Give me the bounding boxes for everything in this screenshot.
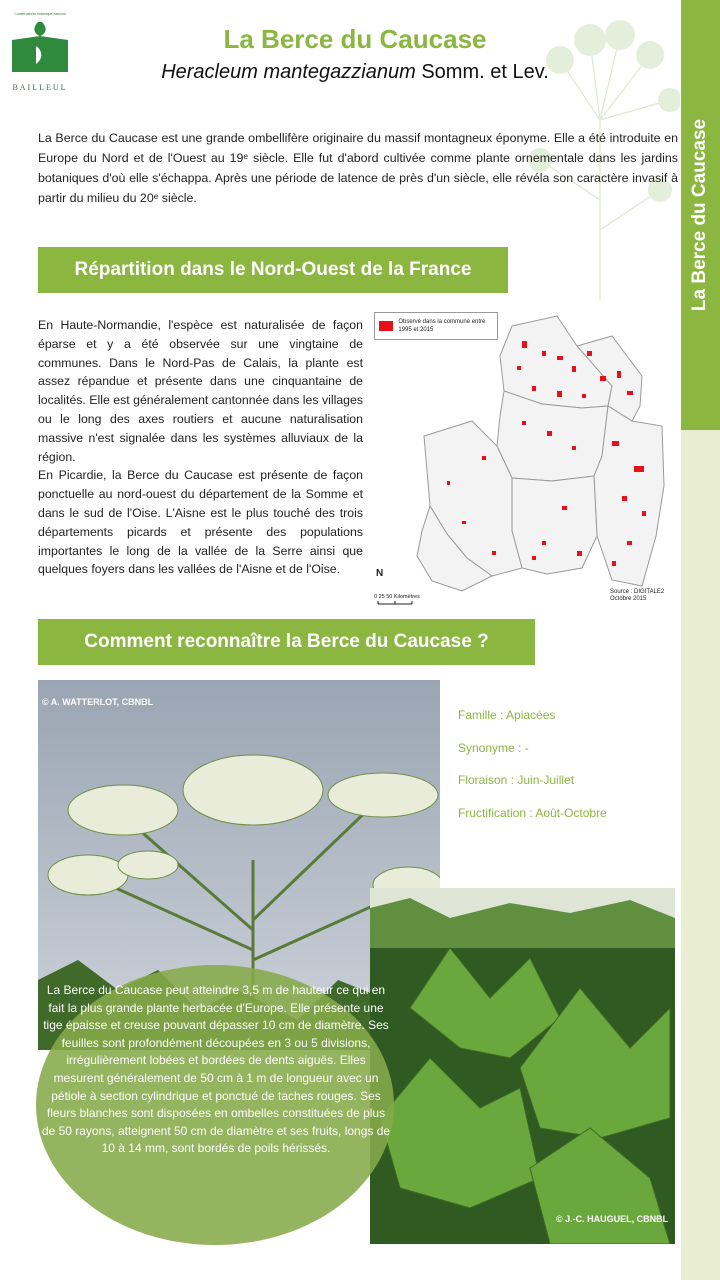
distribution-paragraph: En Picardie, la Berce du Caucase est présente de façon ponctuelle au nord-ouest du département de la Somme et dans le sud de l'Oise. L'Aisne est le plus touché des trois départements picards et présente des populations importantes le long de la vallée de la Serre ainsi que quelques foyers dans les vallées de l'Aisne et de l'Oise. [38, 468, 363, 577]
section-distribution-heading [38, 247, 508, 293]
map-scale [374, 594, 420, 600]
section-identification-title: Comment reconnaître la Berce du Caucase ? [84, 631, 489, 652]
section-distribution-title: Répartition dans le Nord-Ouest de la France [74, 259, 472, 280]
poster-title: La Berce du Caucase [223, 24, 487, 54]
fact-flowering: Floraison : Juin-Juillet [458, 773, 575, 787]
distribution-map [372, 306, 672, 608]
distribution-paragraph: En Haute-Normandie, l'espèce est naturalisée de façon éparse et y a été observée sur une vingtaine de communes. Dans le Nord-Pas de Calais, la plante est assez répandue et présente dans une cinquantaine de localités. Elle est généralement cantonnée dans les villages ou le long des axes routiers et aucune naturalisation massive n'est signalée dans les systèmes alluviaux de la région. [38, 318, 363, 464]
sidebar-title-text: La Berce du Caucase [689, 118, 711, 312]
scale-values: 0 25 50 [374, 594, 393, 600]
photo-credit-leaves: © J.-C. HAUGUEL, CBNBL [556, 1214, 669, 1224]
fact-fruiting: Fructification : Août-Octobre [458, 805, 607, 820]
logo-tag: BAILLEUL [12, 83, 68, 92]
sidebar-title [681, 0, 720, 430]
species-name: Heracleum mantegazzianum [161, 61, 416, 83]
distribution-text [38, 316, 363, 579]
north-arrow: N [376, 568, 384, 579]
leaves-photo [370, 888, 675, 1244]
legend-swatch [379, 321, 393, 331]
fact-family: Famille : Apiacées [458, 708, 556, 722]
fact-synonym: Synonyme : - [458, 740, 529, 755]
section-identification-heading [38, 619, 535, 665]
species-authors: Somm. et Lev. [415, 61, 549, 83]
photo-credit-umbel: © A. WATTERLOT, CBNBL [42, 697, 154, 707]
map-legend [374, 312, 498, 340]
map-source [610, 589, 664, 603]
logo-emblem-icon [10, 16, 70, 76]
map-source-line: Source : DIGITALE2 [610, 589, 665, 595]
logo-org-text: Conservatoire botanique national [14, 12, 66, 16]
map-region-aisne [594, 406, 664, 586]
description-text: La Berce du Caucase peut atteindre 3,5 m de hauteur ce qui en fait la plus grande plante herbacée d'Europe. Elle présente une tige épaisse et creuse pouvant dépasser 10 cm de diamètre. Ses feuilles sont profondément découpées en 3 ou 5 divisions, irrégulièrement lobées et bordées de dents aiguës. Elles mesurent généralement de 50 cm à 1 m de longueur avec un pétiole à section cylindrique et ponctué de taches rouges. Ses fleurs blanches sont disposées en ombelles constituées de plus de 50 rayons, atteignent 50 cm de diamètre et ses fruits, longs de 10 à 14 mm, sont bordés de poils hérissés. [41, 983, 391, 1156]
poster-header [140, 24, 570, 84]
legend-text: Observé dans la commune entre 1995 et 2015 [398, 319, 486, 333]
map-region-oise [512, 476, 597, 574]
intro-text: La Berce du Caucase est une grande ombellifère originaire du massif montagneux éponyme. Elle a été introduite en Europe du Nord et de l'Ouest au 19ᵉ siècle. Elle fut d'abord cultivée comme plante ornementale dans les jardins botaniques d'où elle s'échappa. Après une période de latence de près d'un siècle, elle révéla son caractère invasif à partir du milieu du 20ᵉ siècle. [38, 131, 678, 205]
cbnbl-logo [10, 12, 70, 102]
scale-unit: Kilomètres [393, 594, 420, 600]
map-source-date: Octobre 2015 [610, 596, 647, 602]
species-facts [458, 708, 607, 838]
scientific-name [140, 61, 570, 84]
